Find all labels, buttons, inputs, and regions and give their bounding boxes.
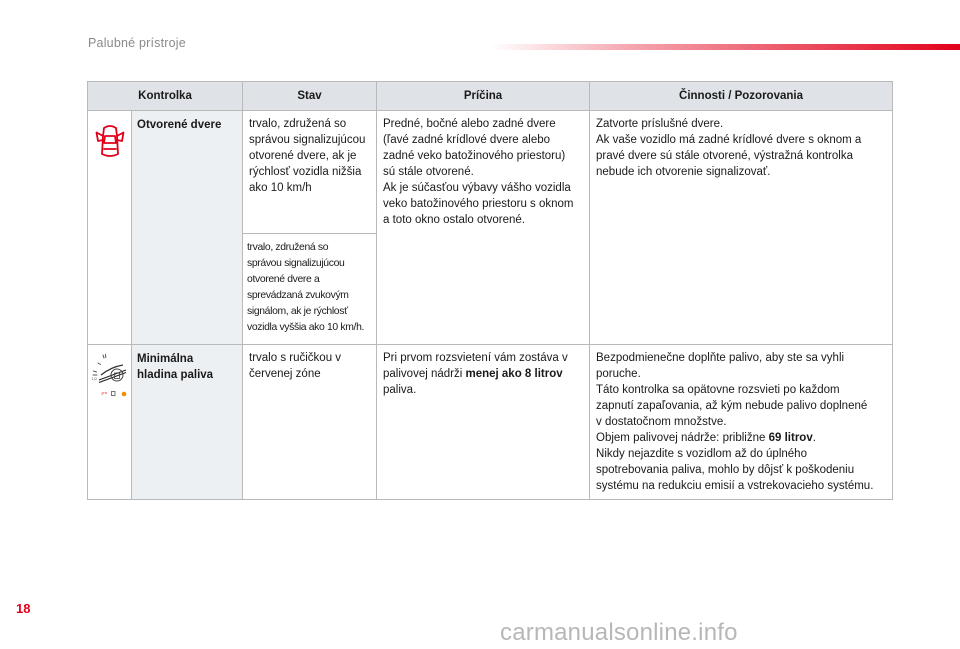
text-line: trvalo, združená so	[249, 118, 347, 130]
text-line: vozidla vyššia ako 10 km/h.	[247, 322, 365, 333]
header-accent-bar	[490, 44, 960, 50]
text-line: Zatvorte príslušné dvere.	[596, 118, 724, 130]
section-title: Palubné prístroje	[88, 36, 186, 50]
text-line: systému na redukciu emisií a vstrekovacieho systému.	[596, 480, 874, 492]
text-line: Bezpodmienečne doplňte palivo, aby ste sa vyhli	[596, 352, 845, 364]
indicator-name-open-doors: Otvorené dvere	[132, 111, 243, 345]
condition-below-10kmh	[243, 111, 377, 234]
indicator-name-min-fuel	[132, 345, 243, 500]
text-line	[383, 366, 583, 382]
text-line: červenej zóne	[249, 368, 321, 380]
text-line: Táto kontrolka sa opätovne rozsvieti po každom	[596, 384, 840, 396]
actions-open-doors	[590, 111, 893, 345]
text-line: trvalo s ručičkou v	[249, 352, 342, 364]
text-line: otvorené dvere, ak je	[249, 150, 357, 162]
text-segment: Objem palivovej nádrže: približne	[596, 432, 769, 444]
text-line: ako 10 km/h	[249, 182, 312, 194]
text-line: spotrebovania paliva, mohlo by dôjsť k poškodeniu	[596, 464, 855, 476]
text-line: signálom, ak je rýchlosť	[247, 306, 348, 317]
cause-open-doors	[377, 111, 590, 345]
text-segment: palivovej nádrži	[383, 368, 466, 380]
text-line: rýchlosť vozidla nižšia	[249, 166, 362, 178]
text-line: Minimálna	[137, 353, 194, 365]
text-line: sú stále otvorené.	[383, 166, 474, 178]
text-line: poruche.	[596, 368, 641, 380]
table-header-row	[88, 82, 893, 111]
text-line: nebude ich otvorenie signalizovať.	[596, 166, 771, 178]
text-line: Predné, bočné alebo zadné dvere	[383, 118, 556, 130]
watermark: carmanualsonline.info	[500, 619, 738, 646]
column-header-pricina: Príčina	[377, 82, 590, 111]
text-line: Nikdy nejazdite s vozidlom až do úplného	[596, 448, 807, 460]
table-row-open-doors	[88, 111, 893, 234]
condition-above-10kmh	[243, 234, 377, 345]
warning-lights-table	[87, 81, 893, 500]
icon-cell	[88, 345, 132, 500]
text-line: Pri prvom rozsvietení vám zostáva v	[383, 352, 568, 364]
text-line: pravé dvere sú stále otvorené, výstražná kontrolka	[596, 150, 853, 162]
text-line: (ľavé zadné krídlové dvere alebo	[383, 134, 551, 146]
text-line: správou signalizujúcou	[249, 134, 366, 146]
fuel-gauge-icon	[89, 351, 131, 401]
text-line: paliva.	[383, 384, 417, 396]
text-line: hladina paliva	[137, 369, 214, 381]
text-line: správou signalizujúcou	[247, 258, 345, 269]
text-line: Ak vaše vozidlo má zadné krídlové dvere s oknom a	[596, 134, 862, 146]
text-line: zapnutí zapaľovania, až kým nebude palivo doplnené	[596, 400, 868, 412]
text-line: veko batožinového priestoru s oknom	[383, 198, 574, 210]
cause-min-fuel	[377, 345, 590, 500]
door-open-warning-icon	[95, 121, 125, 161]
svg-text:1/2: 1/2	[91, 377, 98, 381]
column-header-stav: Stav	[243, 82, 377, 111]
text-segment: .	[812, 432, 816, 444]
page-number: 18	[16, 601, 31, 616]
icon-cell	[88, 111, 132, 345]
column-header-kontrolka: Kontrolka	[88, 82, 243, 111]
actions-min-fuel	[590, 345, 893, 500]
text-line: v dostatočnom množstve.	[596, 416, 727, 428]
column-header-cinnosti: Činnosti / Pozorovania	[590, 82, 893, 111]
text-line: Ak je súčasťou výbavy vášho vozidla	[383, 182, 571, 194]
text-line	[596, 430, 886, 446]
svg-text:ᶾᶠ⁰: ᶾᶠ⁰	[101, 392, 107, 398]
text-line: sprevádzaná zvukovým	[247, 290, 349, 301]
fuel-remaining-highlight: menej ako 8 litrov	[465, 368, 563, 380]
text-line: zadné veko batožinového priestoru)	[383, 150, 566, 162]
text-line: otvorené dvere a	[247, 274, 320, 285]
condition-needle-red-zone	[243, 345, 377, 500]
text-line: trvalo, združená so	[247, 242, 329, 253]
tank-capacity-highlight: 69 litrov	[768, 432, 813, 444]
text-line: a toto okno ostalo otvorené.	[383, 214, 525, 226]
table-row-min-fuel	[88, 345, 893, 500]
